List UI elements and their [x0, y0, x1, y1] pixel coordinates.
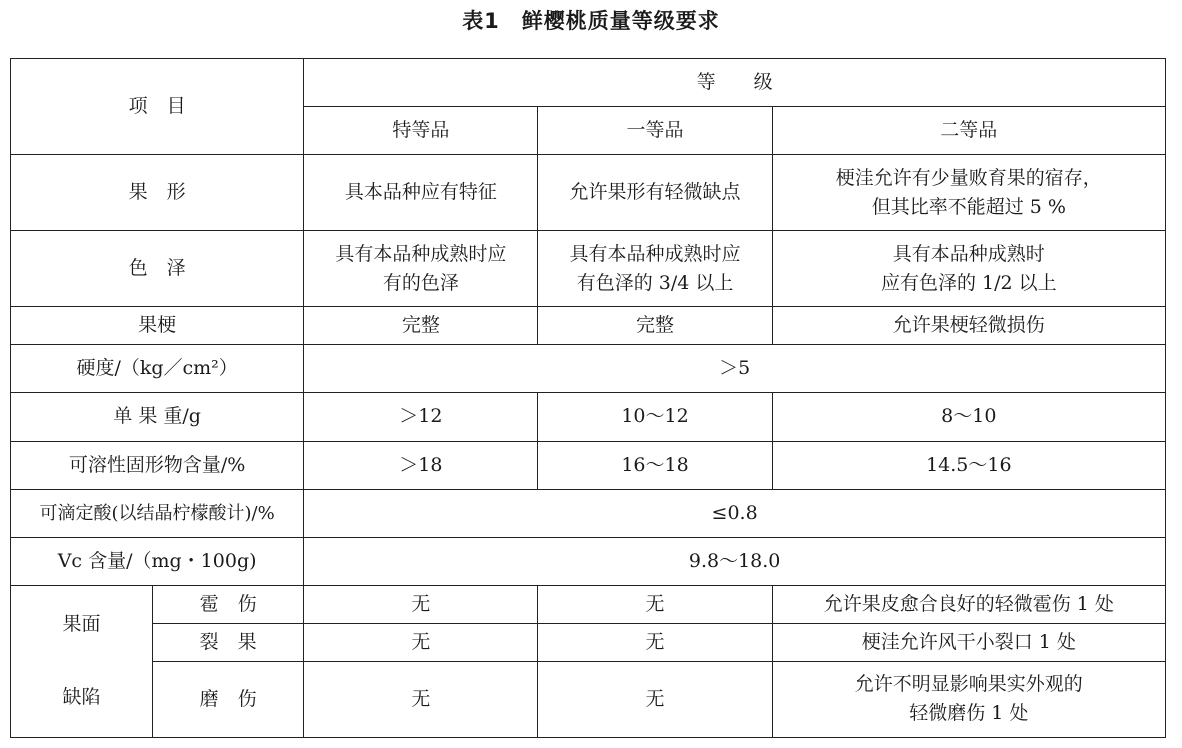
- table-row: [11, 585, 1166, 623]
- table-row: [11, 155, 1166, 231]
- cell-solids-premium: ＞18: [304, 441, 538, 489]
- cell-crack-second: 梗洼允许风干小裂口 1 处: [772, 623, 1165, 661]
- row-label-color: 色 泽: [11, 231, 304, 307]
- table-row: [11, 231, 1166, 307]
- cell-line: 但其比率不能超过 5 %: [871, 195, 1066, 218]
- cell-weight-first: 10～12: [538, 393, 772, 441]
- header-grade-first: 一等品: [538, 107, 772, 155]
- cell-solids-second: 14.5～16: [772, 441, 1165, 489]
- cell-firmness: ＞5: [304, 345, 1166, 393]
- cell-line: 具有本品种成熟时: [892, 242, 1045, 265]
- table-row: [11, 623, 1166, 661]
- cell-line: 具有本品种成熟时应: [335, 242, 507, 265]
- header-grade: 等 级: [304, 59, 1166, 107]
- cherry-quality-table: [10, 58, 1166, 738]
- header-grade-second: 二等品: [772, 107, 1165, 155]
- defects-label-top: 果面: [62, 613, 101, 636]
- cell-shape-second: [772, 155, 1165, 231]
- cell-shape-premium: 具本品种应有特征: [304, 155, 538, 231]
- cell-color-premium: [304, 231, 538, 307]
- cell-line: 允许不明显影响果实外观的: [854, 673, 1083, 696]
- row-label-hail: 雹 伤: [153, 585, 304, 623]
- row-label-vc: Vc 含量/（mg・100g): [11, 537, 304, 585]
- header-item: 项 目: [11, 59, 304, 155]
- cell-weight-second: 8～10: [772, 393, 1165, 441]
- table-row: [11, 489, 1166, 537]
- defects-label-bottom: 缺陷: [62, 686, 101, 709]
- cell-bruise-second: [772, 661, 1165, 737]
- cell-bruise-premium: 无: [304, 661, 538, 737]
- table-row: [11, 393, 1166, 441]
- cell-line: 梗洼允许有少量败育果的宿存，: [835, 166, 1102, 189]
- row-label-stem: 果梗: [11, 307, 304, 345]
- table-row: [11, 307, 1166, 345]
- cell-bruise-first: 无: [538, 661, 772, 737]
- table-row: [11, 345, 1166, 393]
- cell-hail-premium: 无: [304, 585, 538, 623]
- row-label-shape: 果 形: [11, 155, 304, 231]
- row-label-acid: 可滴定酸(以结晶柠檬酸计)/%: [11, 489, 304, 537]
- table-row: [11, 537, 1166, 585]
- row-label-solids: 可溶性固形物含量/%: [11, 441, 304, 489]
- cell-hail-second: 允许果皮愈合良好的轻微雹伤 1 处: [772, 585, 1165, 623]
- row-label-crack: 裂 果: [153, 623, 304, 661]
- cell-line: 具有本品种成熟时应: [569, 242, 741, 265]
- cell-color-first: [538, 231, 772, 307]
- cell-solids-first: 16～18: [538, 441, 772, 489]
- table-row: [11, 441, 1166, 489]
- cell-vc: 9.8～18.0: [304, 537, 1166, 585]
- row-label-defects: [11, 585, 153, 737]
- row-label-weight: 单 果 重/g: [11, 393, 304, 441]
- cell-stem-second: 允许果梗轻微损伤: [772, 307, 1165, 345]
- cell-crack-first: 无: [538, 623, 772, 661]
- cell-acid: ≤0.8: [304, 489, 1166, 537]
- cell-weight-premium: ＞12: [304, 393, 538, 441]
- cell-line: 有色泽的 3/4 以上: [576, 271, 734, 294]
- cell-crack-premium: 无: [304, 623, 538, 661]
- cell-shape-first: 允许果形有轻微缺点: [538, 155, 772, 231]
- row-label-bruise: 磨 伤: [153, 661, 304, 737]
- cell-line: 应有色泽的 1/2 以上: [880, 271, 1057, 294]
- row-label-firmness: 硬度/（kg／cm²）: [11, 345, 304, 393]
- cell-line: 轻微磨伤 1 处: [909, 702, 1029, 725]
- cell-line: 有的色泽: [382, 271, 459, 294]
- table-title: 表1 鲜樱桃质量等级要求: [462, 9, 720, 33]
- cell-hail-first: 无: [538, 585, 772, 623]
- header-grade-premium: 特等品: [304, 107, 538, 155]
- cell-stem-first: 完整: [538, 307, 772, 345]
- cell-color-second: [772, 231, 1165, 307]
- cell-stem-premium: 完整: [304, 307, 538, 345]
- table-row: [11, 661, 1166, 737]
